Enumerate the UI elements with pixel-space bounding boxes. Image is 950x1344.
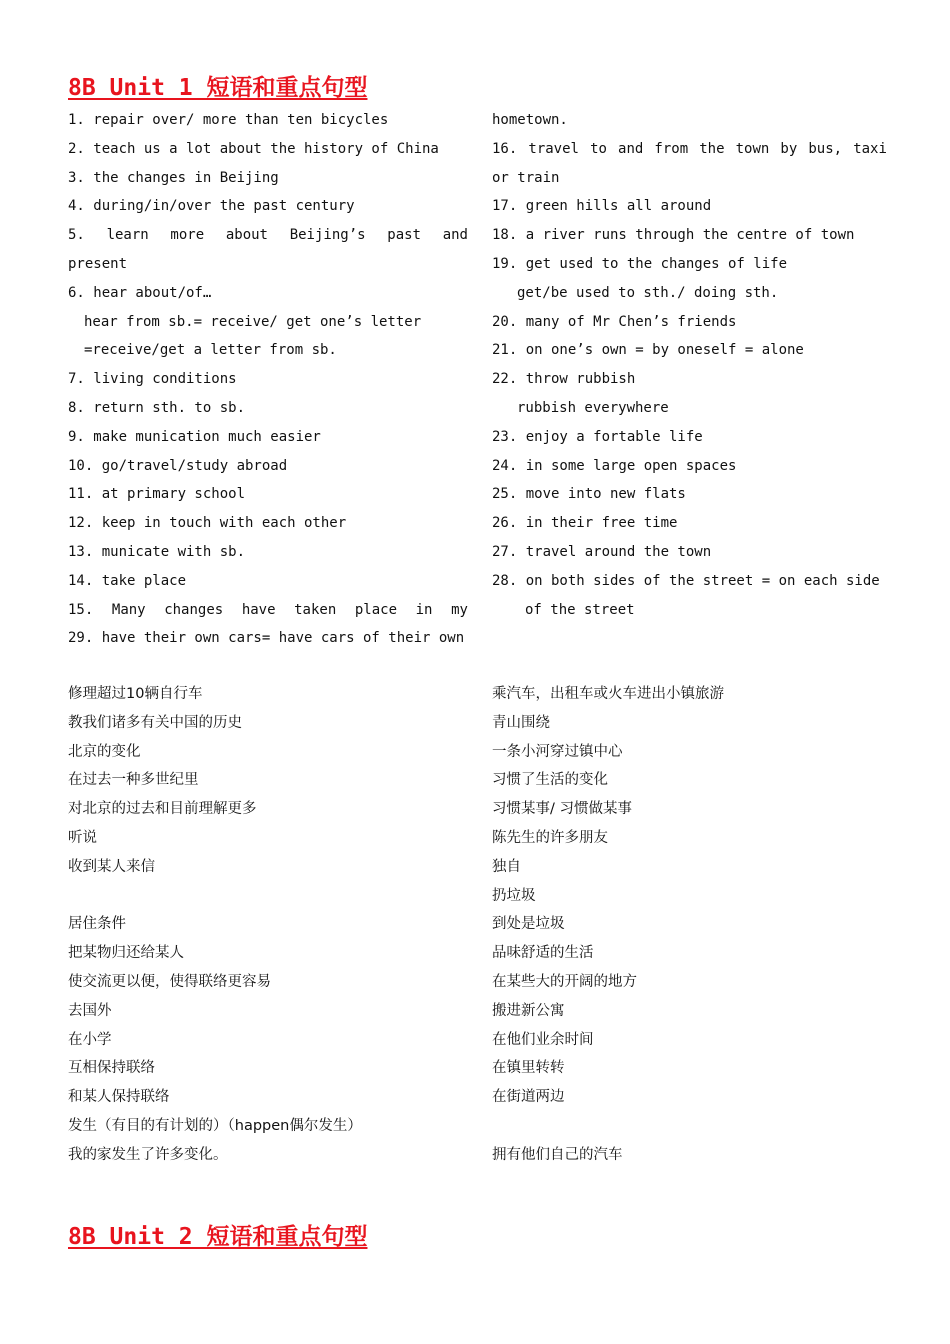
translation-line: 一条小河穿过镇中心 [492,743,623,760]
phrase-word: Beijing’s [289,227,366,244]
phrase-word: 5. [68,227,85,244]
phrase-line: hometown. [492,112,568,128]
phrase-line: hear from sb.= receive/ get one’s letter [84,313,422,330]
unit2-heading: 8B Unit 2 短语和重点句型 [68,1224,368,1250]
phrase-line: rubbish everywhere [517,399,669,416]
phrase-word: bus, [808,140,843,157]
phrase-line: 20. many of Mr Chen’s friends [492,313,737,330]
translation-line: 修理超过10辆自行车 [68,686,203,702]
phrase-line: 8. return sth. to sb. [68,399,246,416]
phrase-line: 7. living conditions [68,371,237,388]
translation-line: 在镇里转转 [492,1060,565,1077]
phrase-word: and [442,227,468,244]
phrase-word: past [387,227,421,244]
translation-line: 拥有他们自己的汽车 [492,1146,623,1163]
unit1-heading: 8B Unit 1 短语和重点句型 [68,75,368,101]
english-phrases-right [492,106,887,624]
phrase-line: or train [492,169,560,186]
phrase-line: 22. throw rubbish [492,371,636,388]
translation-line: 把某物归还给某人 [68,945,184,962]
phrase-line: of the street [525,601,635,618]
translation-line: 陈先生的许多朋友 [492,829,608,846]
phrase-word: 16. [492,140,518,157]
phrase-line: 11. at primary school [68,486,246,503]
translation-line: 教我们诸多有关中国的历史 [68,714,242,731]
phrase-word: from [654,140,689,157]
phrase-word: in [415,601,433,618]
translation-line: 互相保持联络 [68,1060,155,1077]
phrase-word: learn [106,227,149,244]
phrase-line: 25. move into new flats [492,486,686,503]
phrase-line: 13. municate with sb. [68,543,246,560]
phrase-line: 21. on one’s own = by oneself = alone [492,342,804,359]
phrase-word: changes [164,601,224,618]
translation-line: 去国外 [68,1002,112,1019]
phrase-line [68,596,468,625]
phrase-line: 3. the changes in Beijing [68,169,279,186]
phrase-word: by [780,140,798,157]
phrase-word: 15. [68,601,94,618]
translation-line: 和某人保持联络 [68,1089,170,1106]
phrase-line: 24. in some large open spaces [492,457,737,474]
translation-line: 在过去一种多世纪里 [68,772,199,789]
phrase-line: present [68,255,128,272]
translation-line: 在他们业余时间 [492,1031,594,1048]
phrase-line: 10. go/travel/study abroad [68,457,288,474]
phrase-line: 27. travel around the town [492,543,712,560]
phrase-line: 2. teach us a lot about the history of China [68,140,439,157]
translation-line: 发生（有目的有计划的）（happen偶尔发生） [68,1117,362,1134]
phrase-word: the [699,140,725,157]
phrase-line: get/be used to sth./ doing sth. [517,284,779,301]
chinese-translations-left [68,680,468,1170]
translation-line: 习惯某事/ 习惯做某事 [492,801,632,818]
translation-line [492,1112,887,1141]
phrase-line: 14. take place [68,572,187,589]
phrase-word: have [241,601,276,618]
phrase-line: 1. repair over/ more than ten bicycles [68,112,389,128]
translation-line: 居住条件 [68,916,126,933]
translation-line: 在小学 [68,1031,112,1048]
translation-line: 乘汽车，出租车或火车进出小镇旅游 [492,686,724,702]
translation-line: 在某些大的开阔的地方 [492,973,637,990]
translation-line: 在街道两边 [492,1089,565,1106]
phrase-line: 23. enjoy a fortable life [492,428,703,445]
translation-line: 听说 [68,829,97,846]
phrase-line: 29. have their own cars= have cars of their own [68,630,465,647]
phrase-word: about [225,227,268,244]
phrase-word: Many [111,601,146,618]
phrase-line [492,135,887,164]
translation-line: 收到某人来信 [68,858,155,875]
translation-line: 独自 [492,858,521,875]
phrase-word: travel [528,140,579,157]
phrase-word: and [618,140,644,157]
phrase-line: =receive/get a letter from sb. [84,342,337,359]
phrase-line: 19. get used to the changes of life [492,255,788,272]
english-phrases-left [68,106,468,653]
translation-line: 青山围绕 [492,714,550,731]
translation-line: 到处是垃圾 [492,916,565,933]
phrase-word: taken [294,601,337,618]
translation-line: 使交流更以便，使得联络更容易 [68,973,271,990]
chinese-translations-right [492,680,887,1170]
phrase-word: more [170,227,205,244]
phrase-line: 12. keep in touch with each other [68,515,347,532]
translation-line: 我的家发生了许多变化。 [68,1146,228,1163]
translation-line: 北京的变化 [68,743,141,760]
phrase-line [68,221,468,250]
phrase-word: to [590,140,607,157]
phrase-line: 26. in their free time [492,515,678,532]
translation-line: 习惯了生活的变化 [492,772,608,789]
phrase-word: taxi [853,140,887,157]
phrase-line: 17. green hills all around [492,198,712,215]
phrase-line: 6. hear about/of… [68,284,212,301]
phrase-word: place [354,601,398,618]
phrase-word: my [451,601,468,618]
phrase-line: 18. a river runs through the centre of town [492,227,855,244]
translation-line: 扔垃圾 [492,887,536,904]
phrase-line: 28. on both sides of the street = on each side [492,572,880,589]
translation-line: 品味舒适的生活 [492,945,594,962]
phrase-line: 9. make munication much easier [68,428,321,445]
translation-line [68,882,468,911]
phrase-word: town [735,140,770,157]
translation-line: 搬进新公寓 [492,1002,565,1019]
translation-line: 对北京的过去和目前理解更多 [68,801,257,818]
phrase-line: 4. during/in/over the past century [68,198,355,215]
